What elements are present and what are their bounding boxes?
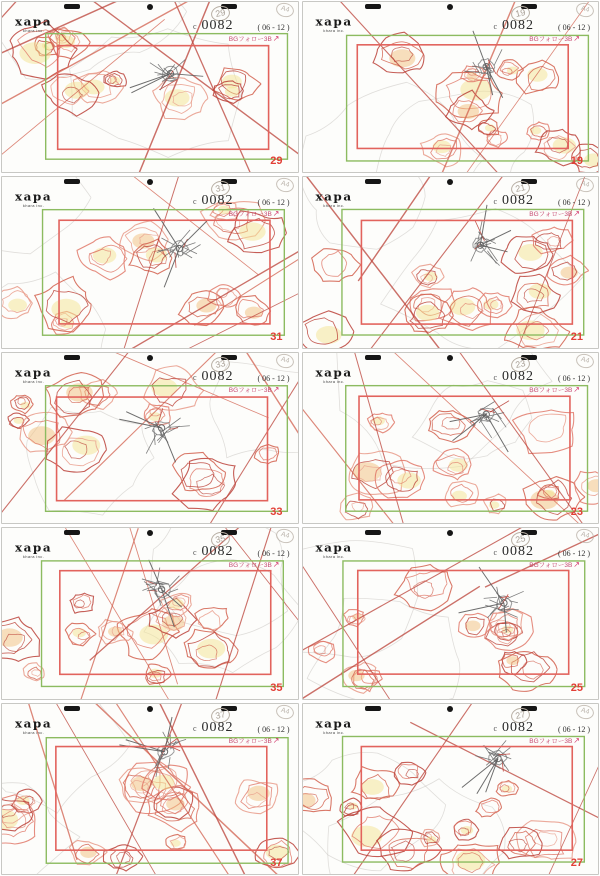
frame-number: 35 — [270, 681, 283, 694]
frame-range-label: ( 06 - 12 ) — [257, 549, 290, 559]
khara-logo-subtext: khara inc. — [323, 28, 345, 33]
cut-prefix: c — [192, 22, 198, 31]
khara-logo — [316, 16, 353, 33]
arrow-up-right-icon: ↗ — [573, 560, 580, 570]
khara-logo-text: хара — [315, 717, 353, 731]
khara-logo-subtext: khara inc. — [22, 729, 45, 735]
bg-follow-note — [229, 385, 280, 394]
cut-prefix: c — [192, 197, 198, 207]
bg-follow-text: BGフォロー3B — [228, 36, 272, 43]
khara-logo-subtext: khara inc. — [323, 203, 345, 209]
cut-number-value: 0082 — [201, 18, 234, 33]
pencil-circled-frame-number: 29 — [209, 4, 231, 23]
cut-number — [493, 18, 534, 34]
peg-slot-left-icon — [64, 355, 80, 360]
khara-logo-subtext: khara inc. — [22, 378, 45, 384]
cut-number — [493, 369, 534, 385]
arrow-up-right-icon: ↗ — [272, 735, 280, 745]
cut-number-value: 0082 — [502, 18, 534, 33]
bg-follow-text: BGフォロー3B — [529, 36, 573, 43]
pencil-circled-frame-number: 37 — [209, 706, 231, 725]
arrow-up-right-icon: ↗ — [272, 560, 280, 570]
pencil-paper-size-note: A4 — [274, 176, 295, 194]
cut-prefix: c — [192, 723, 198, 733]
genga-sheet — [302, 527, 600, 699]
frame-number: 29 — [270, 155, 283, 168]
bg-follow-note — [529, 560, 580, 569]
bg-follow-text: BGフォロー3B — [228, 386, 272, 394]
bg-follow-text: BGフォロー3B — [529, 211, 573, 219]
bg-follow-note — [529, 34, 580, 43]
pencil-circled-frame-number: 27 — [510, 706, 532, 725]
genga-sheet — [1, 352, 299, 524]
pencil-circled-frame-number: 35 — [209, 530, 231, 549]
bg-follow-text: BGフォロー3B — [529, 737, 573, 745]
khara-logo — [316, 718, 353, 735]
frame-range-label: ( 06 - 12 ) — [558, 724, 590, 734]
pencil-paper-size-note: A4 — [274, 1, 295, 19]
cut-number — [193, 720, 234, 736]
bg-follow-note — [229, 34, 280, 43]
khara-logo — [15, 542, 52, 559]
frame-number: 33 — [270, 506, 283, 519]
khara-logo — [316, 191, 353, 208]
frame-range-label: ( 06 - 12 ) — [257, 23, 290, 32]
cut-number-value: 0082 — [201, 544, 234, 560]
cut-number-value: 0082 — [201, 193, 234, 209]
khara-logo-text: хара — [15, 15, 53, 29]
peg-hole-center-icon — [147, 530, 153, 536]
khara-logo-subtext: khara inc. — [323, 729, 345, 735]
genga-sheet — [302, 352, 600, 524]
cut-prefix: c — [192, 372, 198, 382]
pencil-paper-size-note: A4 — [274, 527, 295, 545]
cut-prefix: c — [192, 548, 198, 558]
cut-number-value: 0082 — [502, 719, 534, 735]
khara-logo-text: хара — [315, 366, 353, 380]
cut-prefix: c — [493, 723, 498, 733]
khara-logo-text: хара — [15, 190, 53, 204]
arrow-up-right-icon: ↗ — [272, 209, 280, 219]
khara-logo-subtext: khara inc. — [323, 378, 345, 384]
khara-logo — [316, 367, 353, 384]
cut-number — [493, 193, 534, 209]
bg-follow-text: BGフォロー3B — [228, 562, 272, 570]
khara-logo-subtext: khara inc. — [323, 554, 345, 560]
khara-logo — [15, 718, 52, 735]
frame-number: 27 — [570, 856, 583, 869]
arrow-up-right-icon: ↗ — [573, 384, 580, 394]
peg-slot-left-icon — [365, 530, 381, 535]
pencil-circled-frame-number: 19 — [510, 4, 532, 23]
arrow-up-right-icon: ↗ — [573, 735, 580, 745]
pencil-paper-size-note: A4 — [575, 352, 596, 370]
cut-prefix: c — [493, 372, 498, 382]
genga-sheet — [1, 703, 299, 875]
genga-sheet — [1, 1, 299, 173]
cut-number — [493, 544, 534, 560]
genga-sheet — [302, 1, 600, 173]
cut-number — [193, 193, 234, 209]
frame-range-label: ( 06 - 12 ) — [558, 373, 590, 383]
frame-range-label: ( 06 - 12 ) — [558, 23, 590, 32]
khara-logo — [15, 16, 52, 33]
frame-number: 23 — [570, 506, 583, 519]
cut-number — [193, 544, 234, 560]
pencil-circled-frame-number: 21 — [510, 180, 532, 199]
frame-range-label: ( 06 - 12 ) — [558, 198, 590, 208]
pencil-paper-size-note: A4 — [575, 1, 596, 19]
peg-slot-left-icon — [64, 706, 80, 711]
pencil-paper-size-note: A4 — [575, 527, 596, 545]
cut-number — [493, 720, 534, 736]
khara-logo-subtext: khara inc. — [22, 203, 45, 209]
frame-number: 31 — [270, 330, 283, 343]
khara-logo-text: хара — [15, 717, 53, 731]
peg-slot-left-icon — [365, 4, 381, 9]
peg-slot-left-icon — [64, 530, 80, 535]
genga-sheet — [1, 176, 299, 348]
khara-logo-text: хара — [15, 541, 53, 555]
cut-number-value: 0082 — [201, 719, 234, 735]
khara-logo — [15, 367, 52, 384]
cut-prefix: c — [493, 548, 498, 558]
frame-number: 21 — [570, 330, 583, 343]
genga-sheet — [302, 703, 600, 875]
bg-follow-note — [229, 209, 280, 218]
bg-follow-note — [229, 560, 280, 569]
frame-number: 25 — [570, 681, 583, 694]
peg-slot-left-icon — [64, 4, 80, 9]
peg-slot-left-icon — [365, 179, 381, 184]
pencil-circled-frame-number: 25 — [510, 530, 532, 549]
peg-hole-center-icon — [147, 355, 153, 361]
cut-number — [193, 18, 234, 34]
pencil-paper-size-note: A4 — [575, 703, 596, 721]
bg-follow-note — [229, 736, 280, 745]
pencil-circled-frame-number: 31 — [209, 180, 231, 199]
bg-follow-note — [529, 209, 580, 218]
arrow-up-right-icon: ↗ — [272, 384, 280, 394]
cut-prefix: c — [493, 197, 498, 207]
cut-number-value: 0082 — [502, 193, 534, 209]
arrow-up-right-icon: ↗ — [573, 209, 580, 219]
cut-number-value: 0082 — [502, 368, 534, 384]
frame-range-label: ( 06 - 12 ) — [558, 549, 590, 559]
peg-hole-center-icon — [147, 706, 153, 712]
frame-range-label: ( 06 - 12 ) — [257, 198, 290, 208]
pencil-paper-size-note: A4 — [575, 176, 596, 194]
bg-follow-text: BGフォロー3B — [228, 211, 272, 219]
khara-logo-text: хара — [315, 190, 353, 204]
peg-hole-center-icon — [147, 4, 153, 10]
peg-slot-left-icon — [365, 706, 381, 711]
arrow-up-right-icon: ↗ — [272, 34, 280, 43]
khara-logo-text: хара — [315, 541, 353, 555]
khara-logo-text: хара — [315, 15, 353, 29]
peg-hole-center-icon — [447, 706, 453, 712]
bg-follow-note — [529, 736, 580, 745]
khara-logo-subtext: khara inc. — [22, 28, 45, 33]
genga-sheet — [302, 176, 600, 348]
khara-logo-subtext: khara inc. — [22, 554, 45, 560]
pencil-circled-frame-number: 33 — [209, 355, 231, 374]
cut-number-value: 0082 — [201, 368, 234, 384]
cut-number — [193, 369, 234, 385]
bg-follow-text: BGフォロー3B — [529, 562, 573, 570]
arrow-up-right-icon: ↗ — [573, 34, 580, 43]
frame-range-label: ( 06 - 12 ) — [257, 373, 290, 383]
pencil-paper-size-note: A4 — [274, 352, 295, 370]
peg-slot-left-icon — [365, 355, 381, 360]
bg-follow-text: BGフォロー3B — [529, 386, 573, 394]
bg-follow-text: BGフォロー3B — [228, 737, 272, 745]
khara-logo — [316, 542, 353, 559]
pencil-paper-size-note: A4 — [274, 703, 295, 721]
peg-slot-left-icon — [64, 179, 80, 184]
cut-prefix: c — [493, 22, 498, 31]
khara-logo-text: хара — [15, 366, 53, 380]
bg-follow-note — [529, 385, 580, 394]
cut-number-value: 0082 — [502, 544, 534, 560]
frame-number: 19 — [570, 155, 583, 168]
genga-sheet — [1, 527, 299, 699]
frame-number: 37 — [270, 856, 283, 869]
khara-logo — [15, 191, 52, 208]
frame-range-label: ( 06 - 12 ) — [257, 724, 290, 734]
pencil-circled-frame-number: 23 — [510, 355, 532, 374]
